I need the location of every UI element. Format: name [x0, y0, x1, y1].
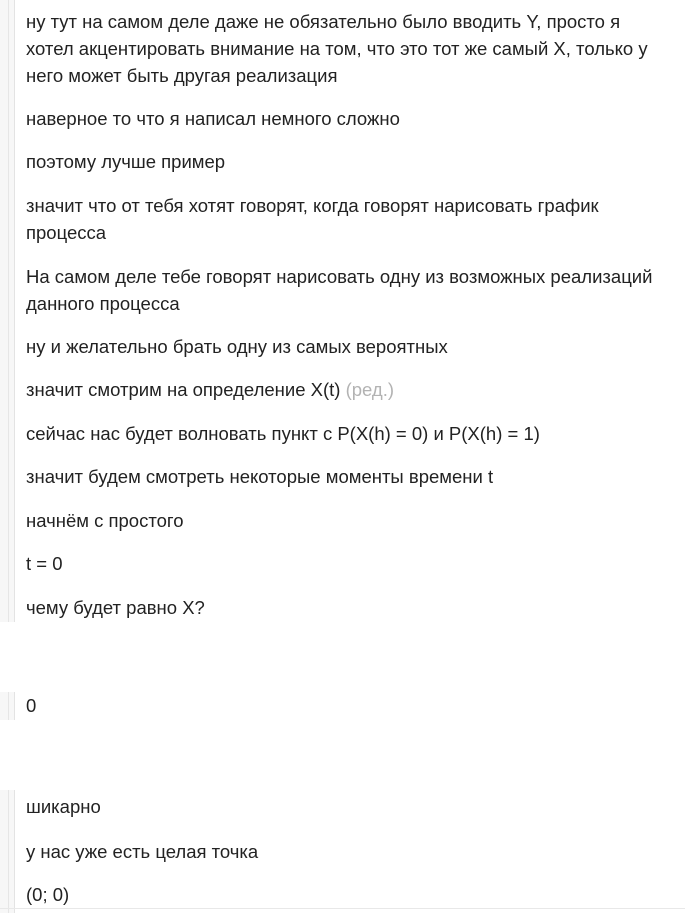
- message-text: начнём с простого: [26, 510, 184, 531]
- message-text: поэтому лучше пример: [26, 151, 226, 172]
- message-edited-line: [26, 376, 666, 403]
- message-group-3: [0, 790, 685, 913]
- message-text: значит смотрим на определение X(t): [26, 379, 341, 400]
- divider: [0, 908, 685, 909]
- message-text: шикарно: [26, 796, 101, 817]
- thread-bar: [0, 692, 15, 720]
- message-text: значит будем смотреть некоторые моменты времени t: [26, 466, 494, 487]
- message-text: наверное то что я написал немного сложно: [26, 108, 400, 129]
- message-text: значит что от тебя хотят говорят, когда говорят нарисовать график процесса: [26, 195, 599, 243]
- message-text: (0; 0): [26, 884, 70, 905]
- message-text: сейчас нас будет волновать пункт с P(X(h) = 0) и P(X(h) = 1): [26, 423, 540, 444]
- message-text: t = 0: [26, 553, 63, 574]
- message-text: 0: [26, 695, 37, 716]
- thread-bar: [0, 790, 15, 913]
- message-text: ну и желательно брать одну из самых вероятных: [26, 336, 448, 357]
- message-group-2: [0, 692, 685, 720]
- message-text: у нас уже есть целая точка: [26, 841, 259, 862]
- message-text: На самом деле тебе говорят нарисовать одну из возможных реализаций данного процесса: [26, 266, 653, 314]
- message-text: чему будет равно X?: [26, 597, 205, 618]
- thread-bar: [0, 0, 15, 622]
- edited-label[interactable]: (ред.): [345, 379, 395, 400]
- message-text: ну тут на самом деле даже не обязательно было вводить Y, просто я хотел акцентировать внимание на том, что это тот же самый X, только у него может быть другая реализация: [26, 11, 648, 86]
